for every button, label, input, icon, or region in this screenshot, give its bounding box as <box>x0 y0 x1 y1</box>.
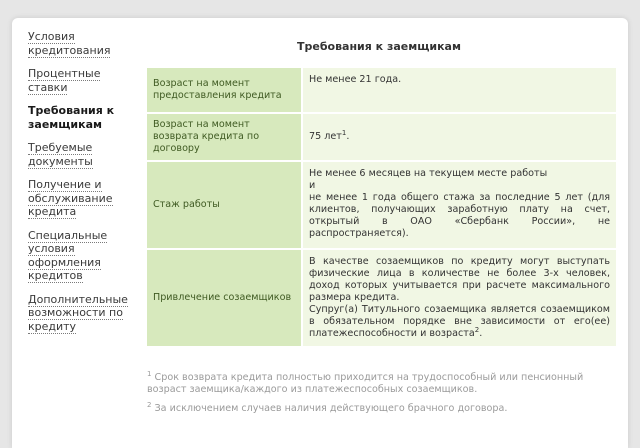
sidebar-item-loan-terms[interactable]: Условия кредитования <box>28 30 111 57</box>
sidebar-item-borrower-requirements[interactable]: Требования к заемщикам <box>28 104 115 131</box>
footnote: $^2$ За исключением случаев наличия действующего брачного договора. <box>147 400 508 414</box>
row-label: Привлечение созаемщиков <box>147 250 303 348</box>
table-row <box>147 114 616 162</box>
sidebar-nav <box>28 30 138 343</box>
footnotes <box>147 369 613 422</box>
requirements-table <box>147 68 616 348</box>
row-label: Стаж работы <box>147 162 303 250</box>
sidebar-item-special-conditions[interactable]: Специальные условия оформления кредитов <box>28 228 108 282</box>
row-value: Не менее 21 года. <box>303 68 616 114</box>
table-row <box>147 162 616 250</box>
sidebar-item-required-documents[interactable]: Требуемые документы <box>28 141 93 168</box>
sidebar-item-loan-servicing[interactable]: Получение и обслуживание кредита <box>28 178 113 218</box>
footnote-ref: 2 <box>474 325 480 334</box>
footnote: $^1$ Срок возврата кредита полностью приходится на трудоспособный или пенсионный возраст заемщика/каждого из платежеспособных созаемщиков. <box>147 369 584 395</box>
table-row <box>147 68 616 114</box>
footnote-ref: 1 <box>341 128 347 137</box>
sidebar-item-additional-options[interactable]: Дополнительные возможности по кредиту <box>28 292 128 333</box>
row-value: 75 лет$^1$. <box>303 114 616 162</box>
row-label: Возраст на момент возврата кредита по договору <box>147 114 303 162</box>
row-value: Не менее 6 месяцев на текущем месте работы и не менее 1 года общего стажа за последние 5 лет (для клиентов, получающих заработную плату на счет, открытый в ОАО «Сбербанк России», не распространяется). <box>303 162 616 250</box>
row-label: Возраст на момент предоставления кредита <box>147 68 303 114</box>
sidebar-item-interest-rates[interactable]: Процентные ставки <box>28 67 101 94</box>
page-title: Требования к заемщикам <box>297 40 461 53</box>
row-value: В качестве созаемщиков по кредиту могут выступать физические лица в количестве не более 3-х человек, доход которых учитывается при расчете максимального размера кредита. Супруг(а) Титульного созаемщика является созаемщиком в обязательном порядке вне зависимости от его(ее) платежеспособности и возраста$^2$. <box>303 250 616 348</box>
table-row <box>147 250 616 348</box>
